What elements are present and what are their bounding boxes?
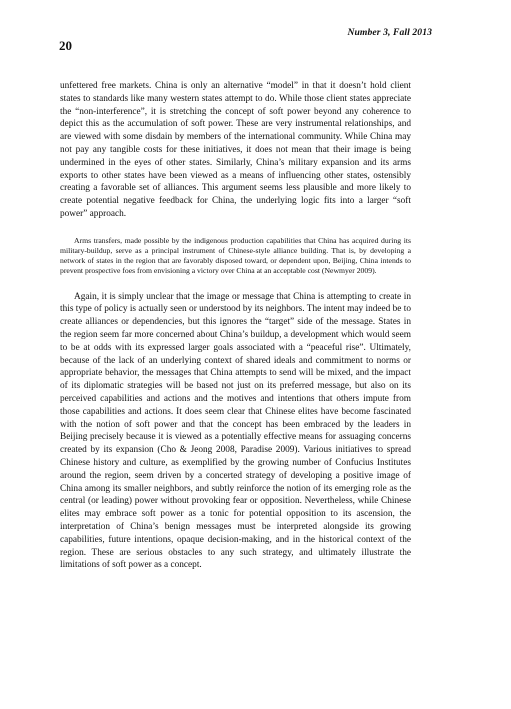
journal-issue-header: Number 3, Fall 2013	[347, 27, 432, 38]
paragraph-1: unfettered free markets. China is only an alternative “model” in that it doesn’t hold client states to standards like many western states attempt to do. While those client states appreciate the “non-interference”, it is stretching the concept of soft power beyond any coherence to depict this as the accumulation of soft power. These are very instrumental relationships, and are viewed with some disdain by members of the international community. While China may not pay any tangible costs for these initiatives, it does not mean that their image is being undermined in the eyes of other states. Similarly, China’s military expansion and its arms exports to other states have been viewed as a means of influencing other states, ostensibly creating a favorable set of alliances. This argument seems less plausible and more likely to create potential negative feedback for China, the underlying logic fits into a larger “soft power” approach.	[60, 81, 411, 219]
block-quote: Arms transfers, made possible by the indigenous production capabilities that China has acquired during its military-buildup, serve as a principal instrument of Chinese-style alliance building. That is, by developing a network of states in the region that are favorably disposed toward, or dependent upon, Beijing, China intends to prevent prospective foes from envisioning a victory over China at an acceptable cost (Newmyer 2009).	[60, 235, 411, 276]
page-number: 20	[59, 38, 72, 53]
body-text	[60, 80, 411, 572]
paragraph-2: Again, it is simply unclear that the image or message that China is attempting to create in this type of policy is actually seen or understood by its neighbors. The intent may indeed be to create alliances or dependencies, but this ignores the “target” side of the message. States in the region seem far more concerned about China’s buildup, a development which would seem to be at odds with its expressed larger goals associated with a “peaceful rise”. Ultimately, because of the lack of an underlying context of shared ideals and commitment to norms or appropriate behavior, the messages that China attempts to send will be mixed, and the impact of its diplomatic strategies will be based not just on its preferred message, but also on its perceived capabilities and actions and the motives and intentions that others impute from those capabilities and actions. It does seem clear that Chinese elites have become fascinated with the notion of soft power and that the concept has been embraced by the leaders in Beijing precisely because it is viewed as a potentially effective means for assuaging concerns created by its expansion (Cho & Jeong 2008, Paradise 2009). Various initiatives to spread Chinese history and culture, as exemplified by the growing number of Confucius Institutes around the region, seem driven by a concerted strategy of developing a positive image of China among its smaller neighbors, and subtly reinforce the notion of its emerging role as the central (or leading) power without provoking fear or opposition. Nevertheless, while Chinese elites may embrace soft power as a tonic for potential opposition to its ascension, the interpretation of China’s benign messages must be interpreted alongside its growing capabilities, future intentions, opaque decision-making, and in the historical context of the region. These are serious obstacles to any such strategy, and ultimately illustrate the limitations of soft power as a concept.	[60, 291, 411, 571]
